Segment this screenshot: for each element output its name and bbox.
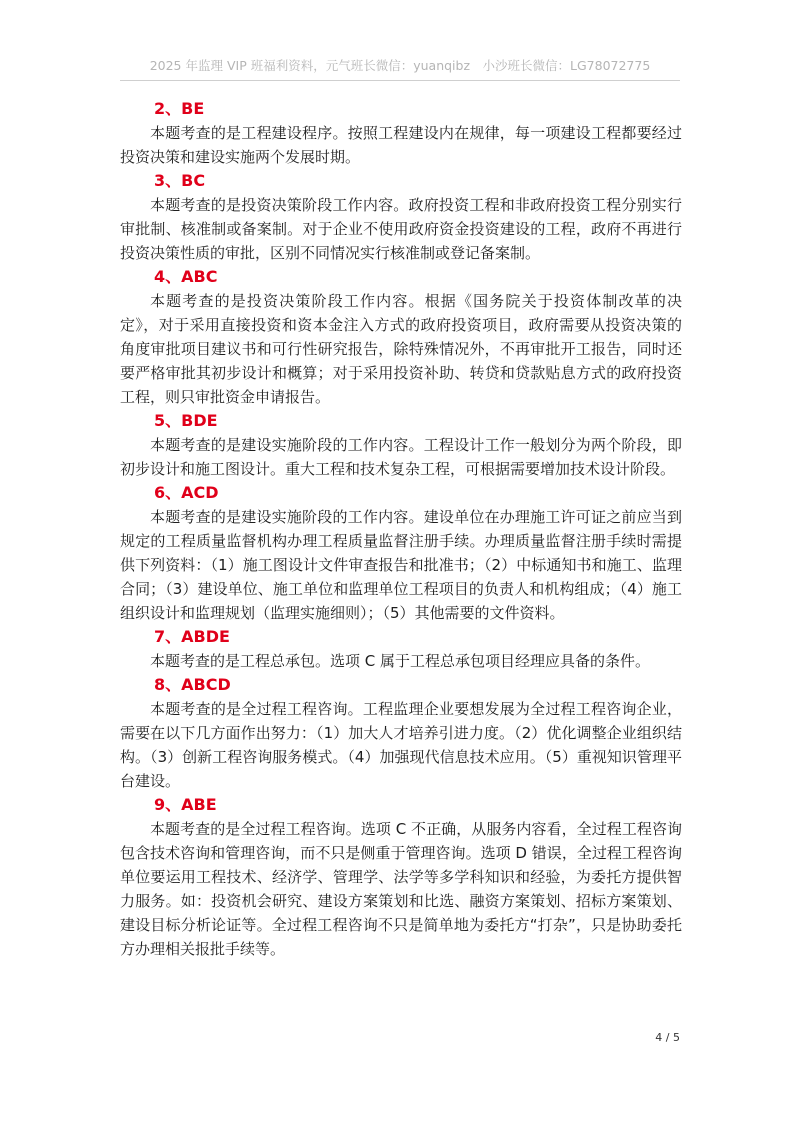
answer-8: 8、ABCD — [154, 675, 231, 694]
answer-list — [120, 97, 682, 961]
page-number: 4 / 5 — [655, 1031, 680, 1044]
answer-6: 6、ACD — [154, 483, 219, 502]
answer-4: 4、ABC — [154, 267, 218, 286]
explanation-4: 本题考查的是投资决策阶段工作内容。根据《国务院关于投资体制改革的决定》，对于采用直接投资和资本金注入方式的政府投资项目，政府需要从投资决策的角度审批项目建议书和可行性研究报告，除特殊情况外，不再审批开工报告，同时还要严格审批其初步设计和概算；对于采用投资补助、转贷和贷款贴息方式的政府投资工程，则只审批资金申请报告。 — [120, 292, 682, 406]
explanation-8: 本题考查的是全过程工程咨询。工程监理企业要想发展为全过程工程咨询企业，需要在以下几方面作出努力：（1）加大人才培养引进力度。（2）优化调整企业组织结构。（3）创新工程咨询服务模式。（4）加强现代信息技术应用。（5）重视知识管理平台建设。 — [120, 700, 682, 790]
explanation-9: 本题考查的是全过程工程咨询。选项 C 不正确，从服务内容看，全过程工程咨询包含技术咨询和管理咨询，而不只是侧重于管理咨询。选项 D 错误，全过程工程咨询单位要运用工程技术、经济学、管理学、法学等多学科知识和经验，为委托方提供智力服务。如：投资机会研究、建设方案策划和比选、融资方案策划、招标方案策划、建设目标分析论证等。全过程工程咨询不只是简单地为委托方“打杂”，只是协助委托方办理相关报批手续等。 — [120, 820, 682, 958]
answer-5: 5、BDE — [154, 411, 218, 430]
answer-3: 3、BC — [154, 171, 206, 190]
explanation-3: 本题考查的是投资决策阶段工作内容。政府投资工程和非政府投资工程分别实行审批制、核准制或备案制。对于企业不使用政府资金投资建设的工程，政府不再进行投资决策性质的审批，区别不同情况实行核准制或登记备案制。 — [120, 196, 682, 262]
explanation-7: 本题考查的是工程总承包。选项 C 属于工程总承包项目经理应具备的条件。 — [150, 652, 651, 670]
explanation-2: 本题考查的是工程建设程序。按照工程建设内在规律，每一项建设工程都要经过投资决策和建设实施两个发展时期。 — [120, 124, 682, 166]
answer-2: 2、BE — [154, 99, 205, 118]
page-header: 2025 年监理 VIP 班福利资料，元气班长微信：yuanqibz 小沙班长微信：LG78072775 — [120, 52, 680, 81]
explanation-6: 本题考查的是建设实施阶段的工作内容。建设单位在办理施工许可证之前应当到规定的工程质量监督机构办理工程质量监督注册手续。办理质量监督注册手续时需提供下列资料：（1）施工图设计文件审查报告和批准书；（2）中标通知书和施工、监理合同；（3）建设单位、施工单位和监理单位工程项目的负责人和机构组成；（4）施工组织设计和监理规划（监理实施细则）；（5）其他需要的文件资料。 — [120, 508, 682, 622]
answer-7: 7、ABDE — [154, 627, 230, 646]
explanation-5: 本题考查的是建设实施阶段的工作内容。工程设计工作一般划分为两个阶段，即初步设计和施工图设计。重大工程和技术复杂工程，可根据需要增加技术设计阶段。 — [120, 436, 682, 478]
answer-9: 9、ABE — [154, 795, 217, 814]
